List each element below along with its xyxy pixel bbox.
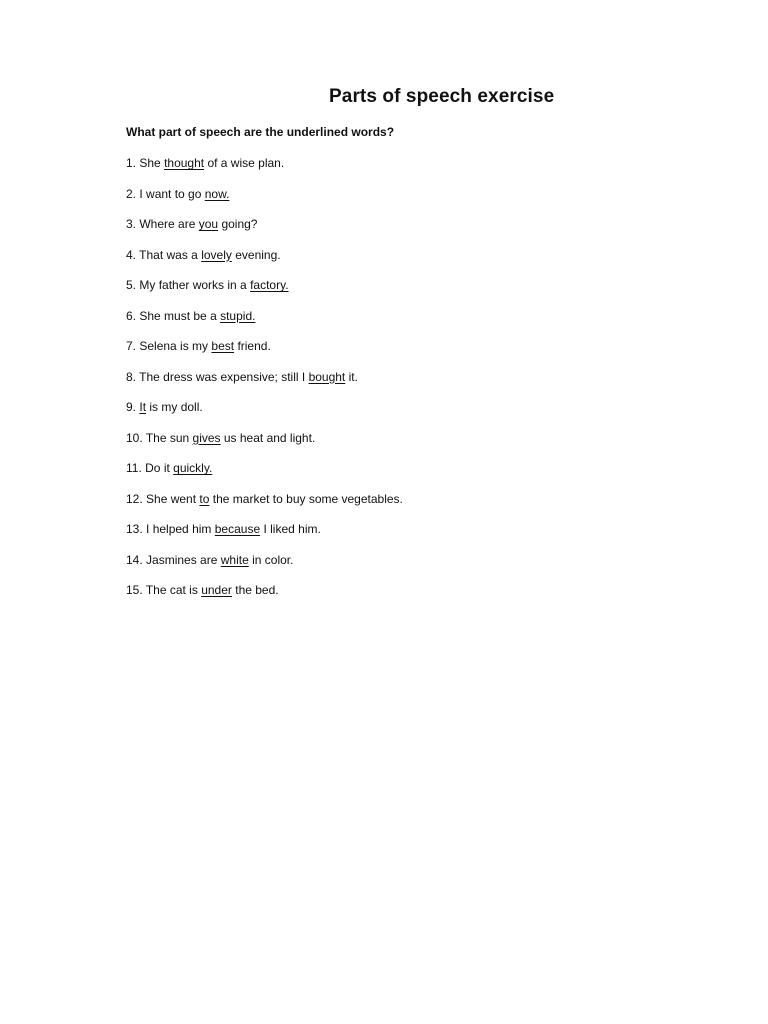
underlined-word: thought — [164, 156, 205, 170]
question-text-before: I want to go — [139, 186, 202, 201]
question-item — [126, 431, 403, 462]
question-item — [126, 522, 403, 553]
question-item — [126, 492, 403, 523]
question-text-before: Do it — [145, 461, 170, 475]
question-item — [126, 370, 403, 401]
question-number: 1. — [126, 156, 137, 170]
question-text-after: of a wise plan. — [207, 156, 285, 170]
underlined-word: now. — [204, 186, 230, 201]
question-item — [126, 217, 403, 248]
question-text-after: I liked him. — [263, 522, 321, 536]
question-text-before: My father works in a — [139, 278, 247, 292]
instruction-text: What part of speech are the underlined words? — [126, 125, 395, 139]
question-text-before: The cat is — [145, 583, 198, 597]
underlined-word: because — [214, 522, 261, 536]
question-number: 6. — [126, 308, 137, 323]
question-item — [126, 553, 403, 584]
underlined-word: under — [201, 583, 232, 597]
underlined-word: you — [198, 217, 219, 231]
question-item — [126, 309, 403, 340]
question-number: 10. — [126, 430, 143, 445]
question-text-before: That was a — [139, 247, 198, 262]
underlined-word: bought — [308, 369, 346, 384]
question-number: 13. — [126, 522, 143, 536]
underlined-word: gives — [192, 430, 221, 445]
question-item — [126, 583, 403, 614]
question-text-before: She went — [146, 491, 197, 506]
question-number: 3. — [126, 217, 137, 231]
underlined-word: best — [211, 339, 235, 353]
underlined-word: quickly. — [173, 461, 213, 475]
question-text-before: The dress was expensive; still I — [139, 369, 306, 384]
question-number: 15. — [126, 583, 143, 597]
question-item — [126, 278, 403, 309]
question-text-before: Where are — [139, 217, 196, 231]
question-number: 11. — [126, 461, 142, 475]
question-text-after: us heat and light. — [223, 430, 316, 445]
question-text-before: She — [139, 156, 161, 170]
underlined-word: stupid. — [220, 308, 256, 323]
question-item — [126, 156, 403, 187]
underlined-word: to — [199, 491, 210, 506]
question-number: 5. — [126, 278, 137, 292]
question-item — [126, 339, 403, 370]
question-text-after: it. — [348, 369, 358, 384]
question-text-before: Jasmines are — [146, 552, 218, 567]
question-number: 8. — [126, 369, 137, 384]
question-number: 7. — [126, 339, 137, 353]
question-number: 14. — [126, 552, 143, 567]
question-text-after: is my doll. — [149, 400, 203, 414]
question-number: 2. — [126, 186, 137, 201]
question-item — [126, 187, 403, 218]
question-text-after: friend. — [237, 339, 271, 353]
question-item — [126, 400, 403, 431]
underlined-word: lovely — [201, 247, 232, 262]
question-text-before: I helped him — [146, 522, 212, 536]
underlined-word: It — [139, 400, 147, 414]
underlined-word: white — [220, 552, 249, 567]
question-item — [126, 248, 403, 279]
question-number: 4. — [126, 247, 137, 262]
question-text-before: The sun — [145, 430, 190, 445]
question-text-after: the bed. — [235, 583, 279, 597]
question-text-after: evening. — [235, 247, 281, 262]
question-number: 9. — [126, 400, 137, 414]
question-list — [126, 156, 403, 614]
question-text-before: She must be a — [139, 308, 217, 323]
underlined-word: factory. — [250, 278, 289, 292]
question-text-after: in color. — [252, 552, 294, 567]
question-text-before: Selena is my — [139, 339, 209, 353]
question-text-after: going? — [221, 217, 258, 231]
question-number: 12. — [126, 491, 143, 506]
question-text-after: the market to buy some vegetables. — [212, 491, 403, 506]
question-item — [126, 461, 403, 492]
page-title: Parts of speech exercise — [329, 86, 555, 107]
